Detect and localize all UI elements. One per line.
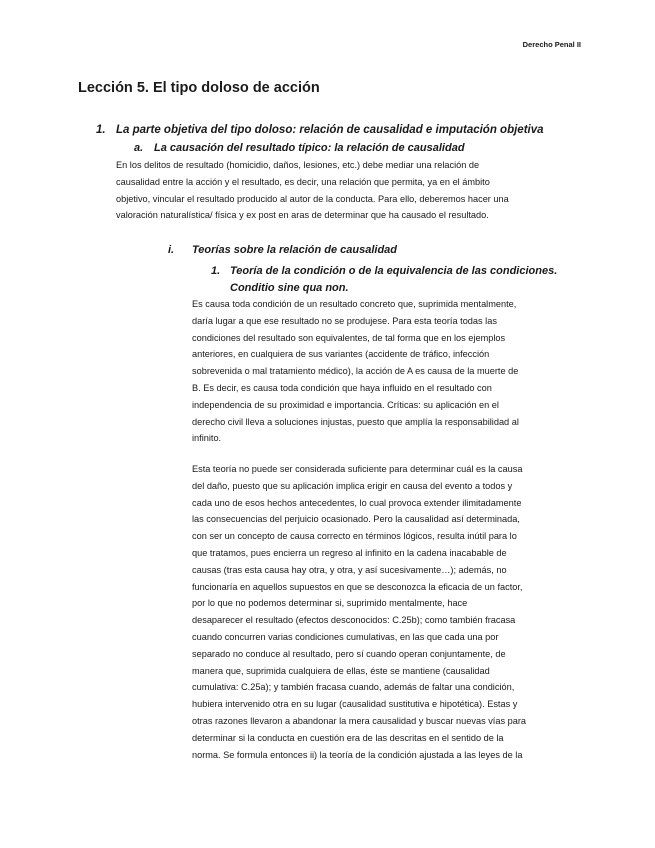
paragraph-line: infinito.: [192, 433, 222, 444]
paragraph-line: norma. Se formula entonces ii) la teoría de la condición ajustada a las leyes de la: [192, 749, 523, 760]
section-1a-number: a.: [134, 142, 144, 154]
paragraph-line: por lo que no podemos determinar si, suprimido mentalmente, hace: [192, 598, 468, 609]
paragraph-criticas: [192, 461, 526, 763]
paragraph-line: Es causa toda condición de un resultado concreto que, suprimida mentalmente,: [192, 299, 517, 309]
paragraph-causalidad-intro: [116, 157, 509, 224]
paragraph-line: causalidad entre la acción y el resultado, es decir, una relación que permita, ya en el ámbito: [116, 176, 490, 187]
paragraph-line: Esta teoría no puede ser considerada suficiente para determinar cuál es la causa: [192, 464, 523, 474]
paragraph-line: del daño, puesto que su aplicación implica erigir en causa del evento a todos y: [192, 480, 513, 491]
paragraph-line: determinar si la conducta en cuestión era de las descritas en el sentido de la: [192, 732, 504, 743]
section-1a-title: La causación del resultado típico: la relación de causalidad: [154, 142, 465, 154]
paragraph-line: B. Es decir, es causa toda condición que haya influido en el resultado con: [192, 382, 492, 393]
paragraph-line: hubiera intervenido otra en su lugar (causalidad sustitutiva e hipotética). Estas y: [192, 699, 518, 710]
running-header: Derecho Penal II: [522, 40, 581, 49]
subsection-1-title-line2: Conditio sine qua non.: [230, 282, 349, 294]
section-1-number: 1.: [96, 124, 106, 136]
paragraph-line: con ser un concepto de causa correcto en términos lógicos, resulta inútil para lo: [192, 531, 517, 542]
paragraph-line: otras razones llevaron a abandonar la mera causalidad y buscar nuevas vías para: [192, 715, 527, 726]
paragraph-line: que tratamos, pues encierra un regreso al infinito en la cadena inacabable de: [192, 547, 507, 558]
subsection-i-number: i.: [168, 244, 175, 256]
section-1-heading: [96, 124, 544, 136]
paragraph-line: En los delitos de resultado (homicidio, daños, lesiones, etc.) debe mediar una relación de: [116, 160, 480, 170]
paragraph-line: derecho civil lleva a soluciones injustas, puesto que amplía la responsabilidad al: [192, 416, 519, 427]
paragraph-line: daría lugar a que ese resultado no se produjese. Para esta teoría todas las: [192, 315, 497, 326]
paragraph-line: separado no conduce al resultado, pero sí cuando operan conjuntamente, de: [192, 648, 506, 659]
paragraph-line: anteriores, en cualquiera de sus variantes (accidente de tráfico, infección: [192, 349, 490, 360]
paragraph-line: manera que, suprimida cualquiera de ellas, éste se mantiene (causalidad: [192, 665, 490, 676]
subsection-i-heading: [168, 244, 397, 256]
paragraph-line: condiciones del resultado son equivalentes, de tal forma que en los ejemplos: [192, 332, 506, 343]
subsection-1-title-line1: Teoría de la condición o de la equivalencia de las condiciones.: [230, 265, 558, 277]
paragraph-line: independencia de su proximidad e importancia. Críticas: su aplicación en el: [192, 399, 499, 410]
paragraph-line: objetivo, vincular el resultado producido al autor de la conducta. Para ello, deberemos hacer una: [116, 193, 509, 204]
paragraph-line: las consecuencias del perjuicio ocasionado. Pero la causalidad así determinada,: [192, 514, 520, 525]
paragraph-line: funcionaría en aquellos supuestos en que se desconozca la eficacia de un factor,: [192, 581, 523, 592]
paragraph-line: cumulativa: C.25a); y también fracasa cuando, además de faltar una condición,: [192, 682, 515, 693]
paragraph-line: desaparecer el resultado (efectos desconocidos: C.25b); como también fracasa: [192, 615, 516, 626]
paragraph-line: sobrevenida o mal tratamiento médico), la acción de A es causa de la muerte de: [192, 366, 519, 377]
paragraph-teoria-condicion: [192, 296, 519, 447]
paragraph-line: cada uno de esos hechos antecedentes, lo cual provoca extender ilimitadamente: [192, 497, 522, 508]
paragraph-line: valoración naturalística/ física y ex post en aras de determinar que ha causado el resultado.: [116, 210, 489, 221]
lesson-title: Lección 5. El tipo doloso de acción: [78, 80, 320, 96]
subsection-1-heading: [211, 263, 557, 297]
section-1-title: La parte objetiva del tipo doloso: relación de causalidad e imputación objetiva: [116, 124, 544, 136]
paragraph-line: cuando concurren varias condiciones cumulativas, en las que cada una por: [192, 631, 499, 642]
subsection-1-number: 1.: [211, 265, 221, 277]
section-1a-heading: [134, 142, 465, 154]
subsection-i-title: Teorías sobre la relación de causalidad: [192, 244, 398, 256]
paragraph-line: causas (tras esta causa hay otra, y otra, y así sucesivamente…); además, no: [192, 564, 507, 575]
